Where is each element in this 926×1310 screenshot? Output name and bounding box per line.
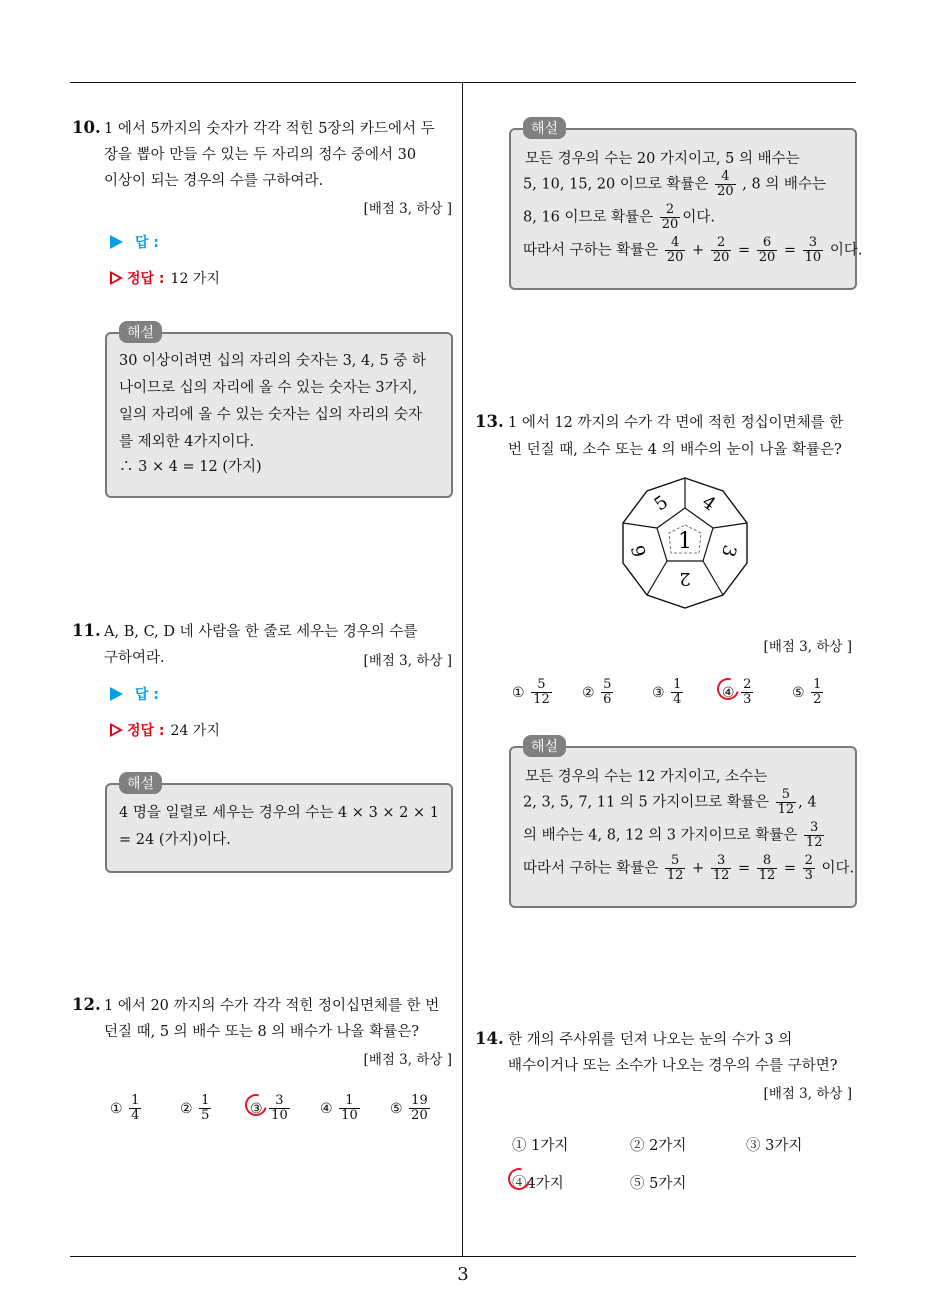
dodecahedron-figure [615,473,755,613]
option-3[interactable]: ③ 3가지 [746,1138,803,1154]
option-5[interactable]: ⑤ 5가지 [630,1176,687,1192]
outline-triangle-icon [110,271,123,285]
solution-box [105,776,453,873]
option-1[interactable]: ① 1가지 [512,1138,569,1154]
solution-tab: 해설 [523,735,566,757]
face-label: 1 [678,529,692,554]
option-2[interactable]: ② $\frac{1}{5}$ [180,1093,210,1123]
correct-answer: 정답 : 12 가지 [110,268,220,288]
page-number: 3 [457,1264,469,1285]
play-icon [110,235,123,249]
question-text: 배수이거나 또는 소수가 나오는 경우의 수를 구하면? [508,1058,838,1074]
question-number: 10. [72,118,101,137]
option-1[interactable]: ① $\frac{1}{4}$ [110,1093,140,1123]
solution-tab: 해설 [119,321,162,343]
solution-line: 일의 자리에 올 수 있는 숫자는 십의 자리의 숫자 [119,407,423,423]
question-text: 번 던질 때, 소수 또는 4 의 배수의 눈이 나올 확률은? [508,442,842,458]
solution-line: 2, 3, 5, 7, 11 의 5 가지이므로 확률은 $\frac{5}{12}$ , 4 [523,787,817,817]
question-text: 1 에서 20 까지의 수가 각각 적힌 정이십면체를 한 번 [104,998,440,1014]
score-meta: [배점 3, 하상 ] [363,653,452,669]
score-meta: [배점 3, 하상 ] [763,1086,852,1102]
question-number: 13. [475,412,504,431]
option-4[interactable]: ④ $\frac{2}{3}$ [722,677,752,707]
solution-line: 4 명을 일렬로 세우는 경우의 수는 4 × 3 × 2 × 1 [119,805,439,821]
option-3[interactable]: ③ $\frac{3}{10}$ [250,1093,288,1123]
solution-line: 따라서 구하는 확률은 $\frac{5}{12}$ + $\frac{3}{12}$ = $\frac{8}{12}$ = $\frac{2}{3}$ 이다. [523,853,855,883]
solution-line: 모든 경우의 수는 20 가지이고, 5 의 배수는 [525,151,800,167]
score-meta: [배점 3, 하상 ] [363,1052,452,1068]
solution-line: 나이므로 십의 자리에 올 수 있는 숫자는 3가지, [119,380,418,396]
question-text: 1 에서 5까지의 숫자가 각각 적힌 5장의 카드에서 두 [104,121,435,137]
question-text: 던질 때, 5 의 배수 또는 8 의 배수가 나올 확률은? [104,1024,420,1040]
question-text: 1 에서 12 까지의 수가 각 면에 적힌 정십이면체를 한 [508,415,844,431]
solution-tab: 해설 [119,772,162,794]
score-meta: [배점 3, 하상 ] [763,639,852,655]
outline-triangle-icon [110,723,123,737]
option-5[interactable]: ⑤ $\frac{19}{20}$ [390,1093,428,1123]
option-3[interactable]: ③ $\frac{1}{4}$ [652,677,682,707]
option-5[interactable]: ⑤ $\frac{1}{2}$ [792,677,822,707]
solution-box [105,325,453,498]
question-text: A, B, C, D 네 사람을 한 줄로 세우는 경우의 수를 [104,624,418,640]
face-label: 5 [650,491,673,516]
face-label: 6 [627,542,652,560]
solution-line: = 24 (가지)이다. [119,832,231,848]
face-label: 3 [716,542,741,560]
solution-tab: 해설 [523,117,566,139]
solution-box [509,121,863,290]
option-2[interactable]: ② 2가지 [630,1138,687,1154]
bottom-rule [70,1256,856,1257]
solution-line: 모든 경우의 수는 12 가지이고, 소수는 [525,769,768,785]
answer-label: 답 : [110,684,159,704]
answer-label: 답 : [110,232,159,252]
face-label: 2 [679,568,691,589]
solution-line: 의 배수는 4, 8, 12 의 3 가지이므로 확률은 $\frac{3}{12}$ [523,820,823,850]
face-label: 4 [697,491,720,516]
option-4[interactable]: ④ $\frac{1}{10}$ [320,1093,358,1123]
option-2[interactable]: ② $\frac{5}{6}$ [582,677,612,707]
solution-line: ∴ 3 × 4 = 12 (가지) [119,459,262,475]
column-divider [462,82,463,1256]
question-text: 이상이 되는 경우의 수를 구하여라. [104,173,324,189]
question-number: 11. [72,621,101,640]
solution-line: 를 제외한 4가지이다. [119,434,255,450]
question-text: 장을 뽑아 만들 수 있는 두 자리의 정수 중에서 30 [104,147,417,163]
question-number: 14. [475,1029,504,1048]
solution-line: 8, 16 이므로 확률은 $\frac{2}{20}$ 이다. [523,202,715,232]
solution-box [509,739,857,908]
solution-line: 5, 10, 15, 20 이므로 확률은 $\frac{4}{20}$ , 8 의 배수는 [523,169,826,199]
correct-answer: 정답 : 24 가지 [110,720,220,740]
score-meta: [배점 3, 하상 ] [363,201,452,217]
question-text: 한 개의 주사위를 던져 나오는 눈의 수가 3 의 [508,1032,793,1048]
option-1[interactable]: ① $\frac{5}{12}$ [512,677,550,707]
solution-line: 따라서 구하는 확률은 $\frac{4}{20}$ + $\frac{2}{20}$ = $\frac{6}{20}$ = $\frac{3}{10}$ 이다. [523,235,863,265]
option-4[interactable]: ④4가지 [512,1176,564,1192]
solution-line: 30 이상이려면 십의 자리의 숫자는 3, 4, 5 중 하 [119,353,426,369]
top-rule [70,82,856,83]
question-number: 12. [72,995,101,1014]
play-icon [110,687,123,701]
question-text: 구하여라. [104,650,165,666]
